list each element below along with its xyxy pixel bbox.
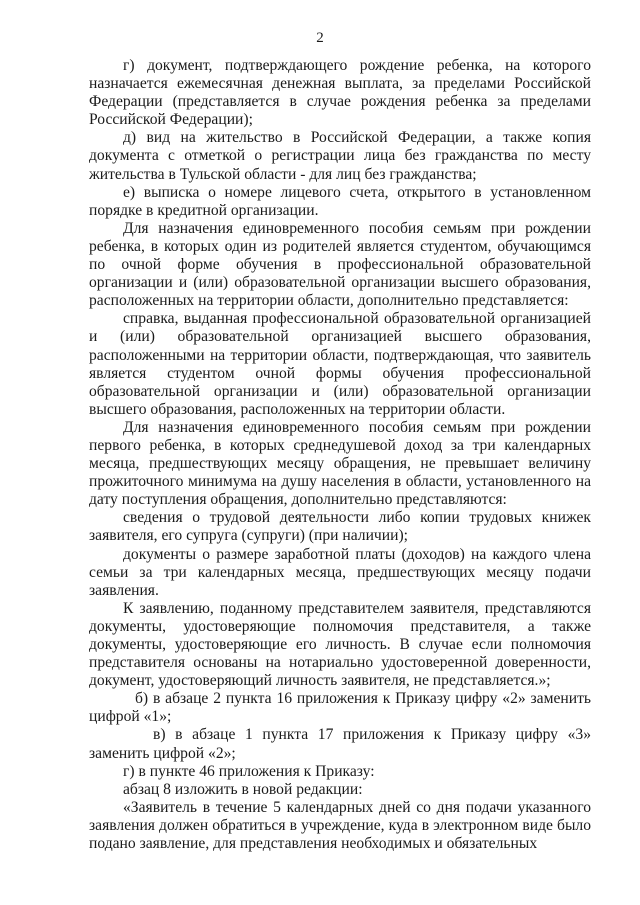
paragraph-student-allowance: Для назначения единовременного пособия семьям при рождении ребенка, в которых один из родителей является студентом, обучающимся по очной форме обучения в профессиональной образовательной организации и (или) образовательной организации высшего образования, расположенных на территории области, дополнительно представляется: bbox=[89, 219, 591, 310]
paragraph-applicant-deadline: «Заявитель в течение 5 календарных дней со дня подачи указанного заявления должен обратиться в учреждение, куда в электронном виде было подано заявление, для представления необходимых и обязательных bbox=[89, 798, 591, 853]
paragraph-employment-info: сведения о трудовой деятельности либо копии трудовых книжек заявителя, его супруга (супруги) (при наличии); bbox=[89, 509, 591, 545]
page-number: 2 bbox=[316, 30, 324, 46]
paragraph-representative: К заявлению, поданному представителем заявителя, представляются документы, удостоверяющие полномочия представителя, а также документы, удостоверяющие его личность. В случае если полномочия представителя основаны на нотариально удостоверенной доверенности, документ, удостоверяющий личность заявителя, не представляется.»; bbox=[89, 599, 591, 690]
paragraph-new-edition: абзац 8 изложить в новой редакции: bbox=[123, 780, 363, 798]
paragraph-student-certificate: справка, выданная профессиональной образовательной организацией и (или) образовательной организацией высшего образования, расположенными на территории области, подтверждающая, что заявитель является студентом очной формы обучения профессиональной образовательной организации и (или) образовательной организации высшего образования, расположенных на территории области. bbox=[89, 310, 591, 418]
paragraph-income-documents: документы о размере заработной платы (доходов) на каждого члена семьи за три календарных месяца, предшествующих месяцу подачи заявления. bbox=[89, 545, 591, 599]
paragraph-item-g-point-46: г) в пункте 46 приложения к Приказу: bbox=[123, 762, 375, 780]
paragraph-item-d-residence-permit: д) вид на жительство в Российской Федерации, а также копия документа с отметкой о регистрации лица без гражданства по месту жительства в Тульской области - для лиц без гражданства; bbox=[89, 129, 591, 183]
paragraph-first-child-allowance: Для назначения единовременного пособия семьям при рождении первого ребенка, в которых среднедушевой доход за три календарных месяца, предшествующих месяцу обращения, не превышает величину прожиточного минимума на душу населения в области, установленного на дату поступления обращения, дополнительно представляются: bbox=[89, 418, 591, 509]
document-body bbox=[89, 57, 591, 853]
paragraph-item-b-amendment: б) в абзаце 2 пункта 16 приложения к Приказу цифру «2» заменить цифрой «1»; bbox=[89, 690, 591, 726]
paragraph-item-v-amendment: в) в абзаце 1 пункта 17 приложения к Приказу цифру «3» заменить цифрой «2»; bbox=[89, 726, 591, 762]
paragraph-item-g-birth-document: г) документ, подтверждающего рождение ребенка, на которого назначается ежемесячная денежная выплата, за пределами Российской Федерации (представляется в случае рождения ребенка за пределами Российской Федерации); bbox=[89, 57, 591, 129]
paragraph-item-e-account-statement: е) выписка о номере лицевого счета, открытого в установленном порядке в кредитной организации. bbox=[89, 183, 591, 219]
